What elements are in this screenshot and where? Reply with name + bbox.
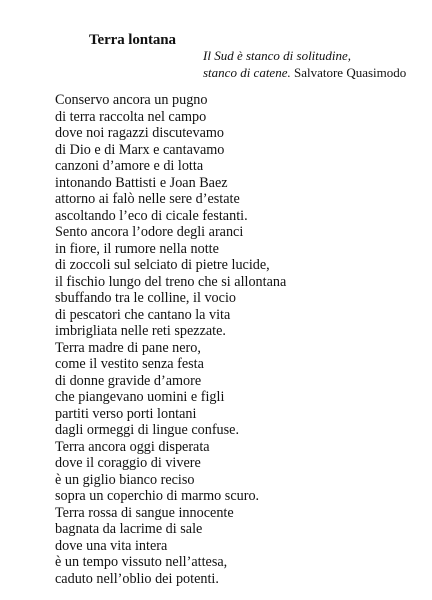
poem-line: imbrigliata nelle reti spezzate.	[55, 323, 226, 339]
epigraph-author: Salvatore Quasimodo	[293, 65, 407, 80]
poem-line: è un tempo vissuto nell’attesa,	[55, 554, 228, 570]
poem-line: Terra rossa di sangue innocente	[55, 504, 234, 521]
poem-line: di terra raccolta nel campo	[55, 108, 207, 125]
poem-line: di Dio e di Marx e cantavamo	[55, 141, 225, 158]
poem-line: sopra un coperchio di marmo scuro.	[55, 488, 260, 504]
poem-line: di donne gravide d’amore	[55, 372, 202, 389]
poem-line: dove il coraggio di vivere	[55, 455, 201, 471]
epigraph-line-2	[203, 64, 406, 81]
poem-line: come il vestito senza festa	[55, 356, 204, 372]
poem-line: bagnata da lacrime di sale	[55, 521, 203, 537]
poem-body	[55, 92, 286, 587]
epigraph-line-2-text: stanco di catene.	[203, 65, 291, 80]
poem-line: dagli ormeggi di lingue confuse.	[55, 422, 240, 438]
poem-line: sbuffando tra le colline, il vocio	[55, 290, 236, 306]
poem-line: in fiore, il rumore nella notte	[55, 240, 219, 257]
poem-line: è un giglio bianco reciso	[55, 471, 195, 488]
poem-line: Conservo ancora un pugno	[55, 92, 208, 108]
poem-line: Terra ancora oggi disperata	[55, 438, 210, 455]
poem-line: ascoltando l’eco di cicale festanti.	[55, 207, 248, 224]
poem-title: Terra lontana	[89, 32, 176, 48]
poem-line: che piangevano uomini e figli	[55, 389, 225, 405]
poem-line: dove una vita intera	[55, 537, 168, 554]
poem-line: Terra madre di pane nero,	[55, 339, 201, 356]
poem-line: il fischio lungo del treno che si allontana	[55, 273, 287, 290]
poem-line: intonando Battisti e Joan Baez	[55, 174, 228, 191]
poem-line: partiti verso porti lontani	[55, 405, 197, 422]
epigraph-line-1: Il Sud è stanco di solitudine,	[203, 48, 352, 63]
epigraph	[203, 47, 406, 81]
poem-line: attorno ai falò nelle sere d’estate	[55, 191, 240, 207]
poem-line: canzoni d’amore e di lotta	[55, 158, 204, 174]
poem-line: di pescatori che cantano la vita	[55, 306, 231, 323]
poem-line: dove noi ragazzi discutevamo	[55, 125, 225, 141]
poem-line: di zoccoli sul selciato di pietre lucide,	[55, 257, 270, 273]
poem-line: caduto nell’oblio dei potenti.	[55, 570, 219, 587]
poem-line: Sento ancora l’odore degli aranci	[55, 224, 244, 240]
